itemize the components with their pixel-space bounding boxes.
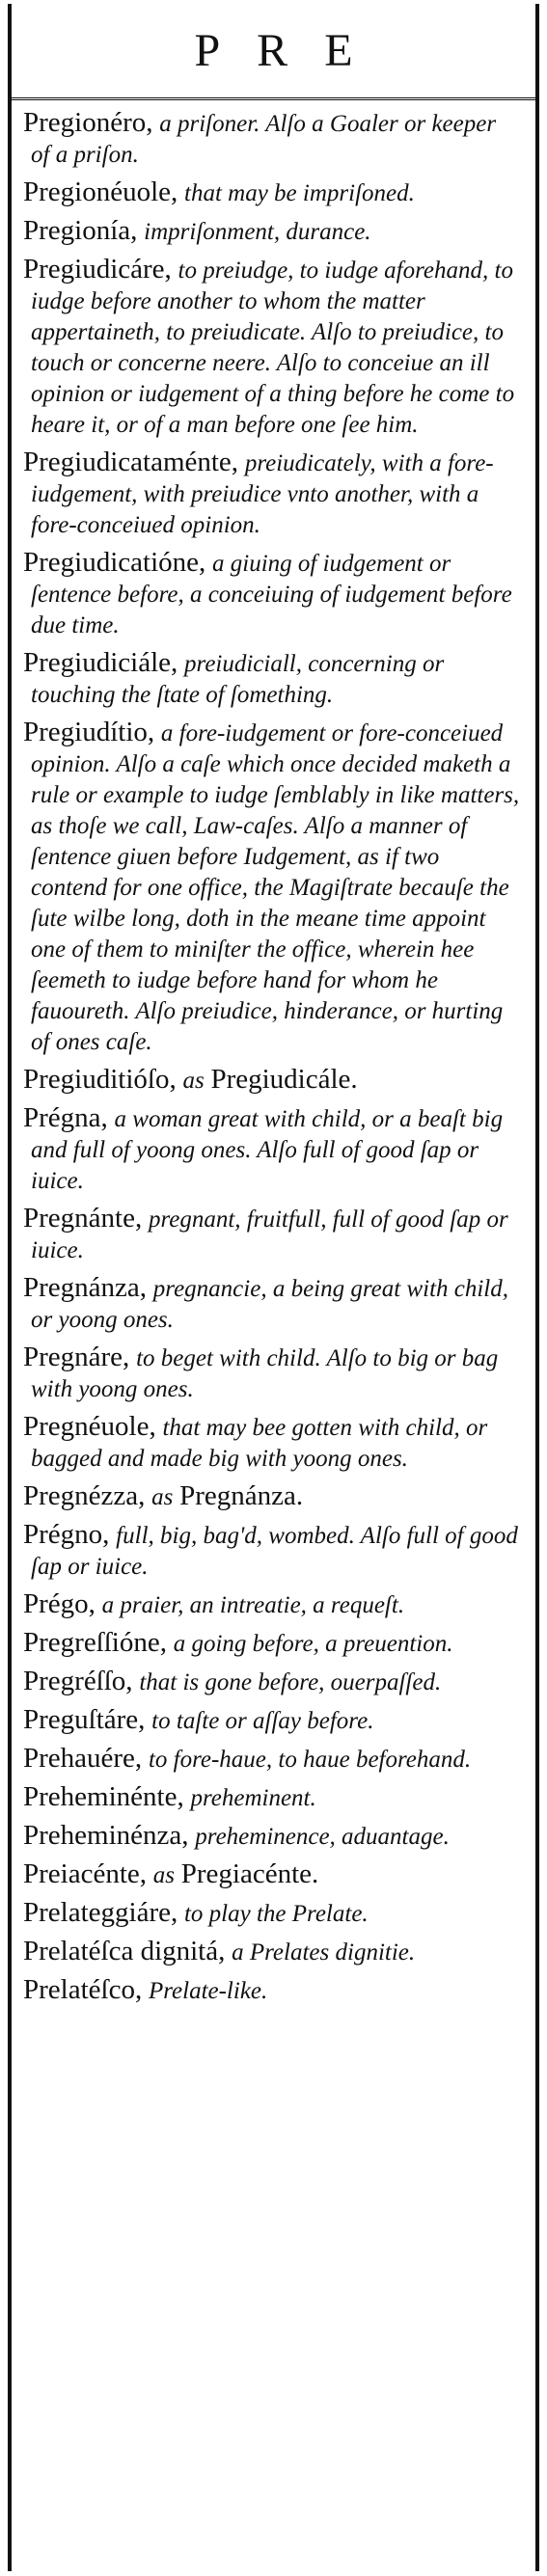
- entry-definition: preiudiciall, concerning or touching the ſtate of ſomething.: [31, 651, 445, 708]
- entry-definition: to beget with child. Alſo to big or bag with yoong ones.: [31, 1345, 499, 1402]
- entry-definition: a praier, an intreatie, a requeſt.: [101, 1592, 405, 1618]
- dictionary-entry: [23, 1589, 520, 1620]
- entry-headword: Preguſtáre,: [23, 1704, 146, 1735]
- dictionary-entry: [23, 1705, 520, 1736]
- entry-headword: Prégo,: [23, 1588, 96, 1619]
- dictionary-entry: [23, 1103, 520, 1196]
- entry-definition: a Prelates dignitie.: [232, 1939, 416, 1966]
- entry-cross-reference: Pregnánza.: [179, 1480, 304, 1511]
- dictionary-entry: [23, 255, 520, 440]
- dictionary-entry: [23, 216, 520, 247]
- entry-definition: as: [152, 1862, 175, 1888]
- dictionary-entry: [23, 1744, 520, 1775]
- entry-headword: Pregiuditióſo,: [23, 1064, 177, 1095]
- entry-definition: full, big, bag'd, wombed. Alſo full of good ſap or iuice.: [31, 1523, 518, 1580]
- entry-headword: Pregionéuole,: [23, 176, 178, 207]
- dictionary-entry: [23, 1859, 520, 1890]
- entry-definition: a priſoner. Alſo a Goaler or keeper of a priſon.: [31, 111, 497, 168]
- entry-definition: to play the Prelate.: [183, 1901, 369, 1927]
- entry-headword: Prelatéſco,: [23, 1974, 143, 2005]
- entry-definition: a woman great with child, or a beaſt big and full of yoong ones. Alſo full of good ſap or iuice.: [31, 1106, 504, 1194]
- entry-headword: Pregionéro,: [23, 107, 153, 138]
- entry-definition: as: [182, 1068, 205, 1094]
- entry-headword: Pregiudítio,: [23, 717, 155, 747]
- entry-headword: Prégna,: [23, 1102, 108, 1133]
- dictionary-entry: [23, 1937, 520, 1967]
- entry-headword: Pregiudicataménte,: [23, 447, 239, 477]
- dictionary-entry: [23, 1898, 520, 1929]
- dictionary-entry: [23, 177, 520, 208]
- entry-headword: Preiacénte,: [23, 1858, 148, 1889]
- dictionary-entry: [23, 1975, 520, 2006]
- entry-headword: Pregnánza,: [23, 1272, 148, 1303]
- dictionary-entry: [23, 718, 520, 1057]
- entry-definition: as: [151, 1484, 174, 1510]
- entry-headword: Pregiudicáre,: [23, 254, 172, 285]
- entry-headword: Pregnézza,: [23, 1480, 146, 1511]
- entry-definition: pregnant, fruitfull, full of good ſap or iuice.: [31, 1207, 508, 1263]
- dictionary-entry: [23, 1667, 520, 1697]
- entry-definition: that may bee gotten with child, or bagged and made big with yoong ones.: [31, 1415, 488, 1472]
- entry-headword: Pregiudicatióne,: [23, 547, 206, 578]
- entry-headword: Pregionía,: [23, 215, 138, 246]
- entry-definition: to preiudge, to iudge aforehand, to iudge before another to whom the matter appertaineth, to preiudicate. Alſo to preiudice, to touch or concerne neere. Alſo to conceiue an ill opinion or iudgement of a thing before he come to heare it, or of a man before one ſee him.: [31, 258, 515, 438]
- entry-headword: Prégno,: [23, 1519, 110, 1550]
- entry-definition: to fore-haue, to haue beforehand.: [148, 1747, 472, 1773]
- dictionary-entry: [23, 1821, 520, 1852]
- entry-definition: Prelate-like.: [148, 1978, 268, 2004]
- entry-definition: to taſte or aſſay before.: [151, 1708, 374, 1734]
- page-header: [12, 4, 535, 100]
- entry-headword: Preheminénza,: [23, 1820, 189, 1851]
- running-head: PRE: [194, 25, 390, 76]
- entry-headword: Pregnáre,: [23, 1342, 130, 1372]
- entry-headword: Pregnéuole,: [23, 1411, 156, 1442]
- dictionary-entry: [23, 1412, 520, 1474]
- entry-headword: Pregnánte,: [23, 1203, 143, 1234]
- dictionary-entry: [23, 1481, 520, 1512]
- dictionary-entry: [23, 1520, 520, 1582]
- entry-cross-reference: Pregiudicále.: [210, 1064, 358, 1095]
- dictionary-entry: [23, 1342, 520, 1404]
- dictionary-entry: [23, 1204, 520, 1265]
- entry-cross-reference: Pregiacénte.: [180, 1858, 319, 1889]
- dictionary-entry: [23, 1628, 520, 1659]
- dictionary-entry: [23, 108, 520, 170]
- entry-definition: a fore-iudgement or fore-conceiued opinion. Alſo a caſe which once decided maketh a rule or example to iudge ſemblably in like matters, as thoſe we call, Law-caſes. Alſo a manner of ſentence giuen before Iudgement, as if two contend for one office, the Magiſtrate becauſe the ſute wilbe long, doth in the meane time appoint one of them to miniſter the office, wherein hee ſeemeth to iudge before hand for whom he fauoureth. Alſo preiudice, hinderance, or hurting of ones caſe.: [31, 720, 520, 1055]
- entry-headword: Prehauére,: [23, 1743, 143, 1774]
- entry-headword: Pregreſſióne,: [23, 1627, 167, 1658]
- entry-definition: preheminence, aduantage.: [195, 1824, 450, 1850]
- entry-definition: impriſonment, durance.: [144, 219, 371, 245]
- entry-headword: Prelatéſca dignitá,: [23, 1936, 226, 1966]
- entry-definition: that may be impriſoned.: [184, 180, 415, 206]
- dictionary-entry: [23, 447, 520, 540]
- entry-definition: that is gone before, ouerpaſſed.: [139, 1669, 442, 1695]
- entry-headword: Pregiudiciále,: [23, 647, 178, 678]
- dictionary-entry: [23, 548, 520, 640]
- entry-definition: preiudicately, with a fore-iudgement, with preiudice vnto another, with a fore-conceiued opinion.: [31, 450, 494, 538]
- dictionary-entry: [23, 1273, 520, 1335]
- entry-headword: Prelateggiáre,: [23, 1897, 178, 1928]
- entry-headword: Preheminénte,: [23, 1781, 184, 1812]
- dictionary-entry: [23, 1065, 520, 1096]
- entry-definition: pregnancie, a being great with child, or yoong ones.: [31, 1276, 509, 1333]
- dictionary-entry: [23, 1782, 520, 1813]
- dictionary-page: [8, 4, 539, 2571]
- entry-headword: Pregréſſo,: [23, 1666, 133, 1696]
- dictionary-entry: [23, 648, 520, 710]
- entry-definition: a giuing of iudgement or ſentence before, a conceiuing of iudgement before due time.: [31, 551, 512, 638]
- entry-list: [12, 100, 535, 2006]
- entry-definition: a going before, a preuention.: [173, 1631, 453, 1657]
- entry-definition: preheminent.: [190, 1785, 316, 1811]
